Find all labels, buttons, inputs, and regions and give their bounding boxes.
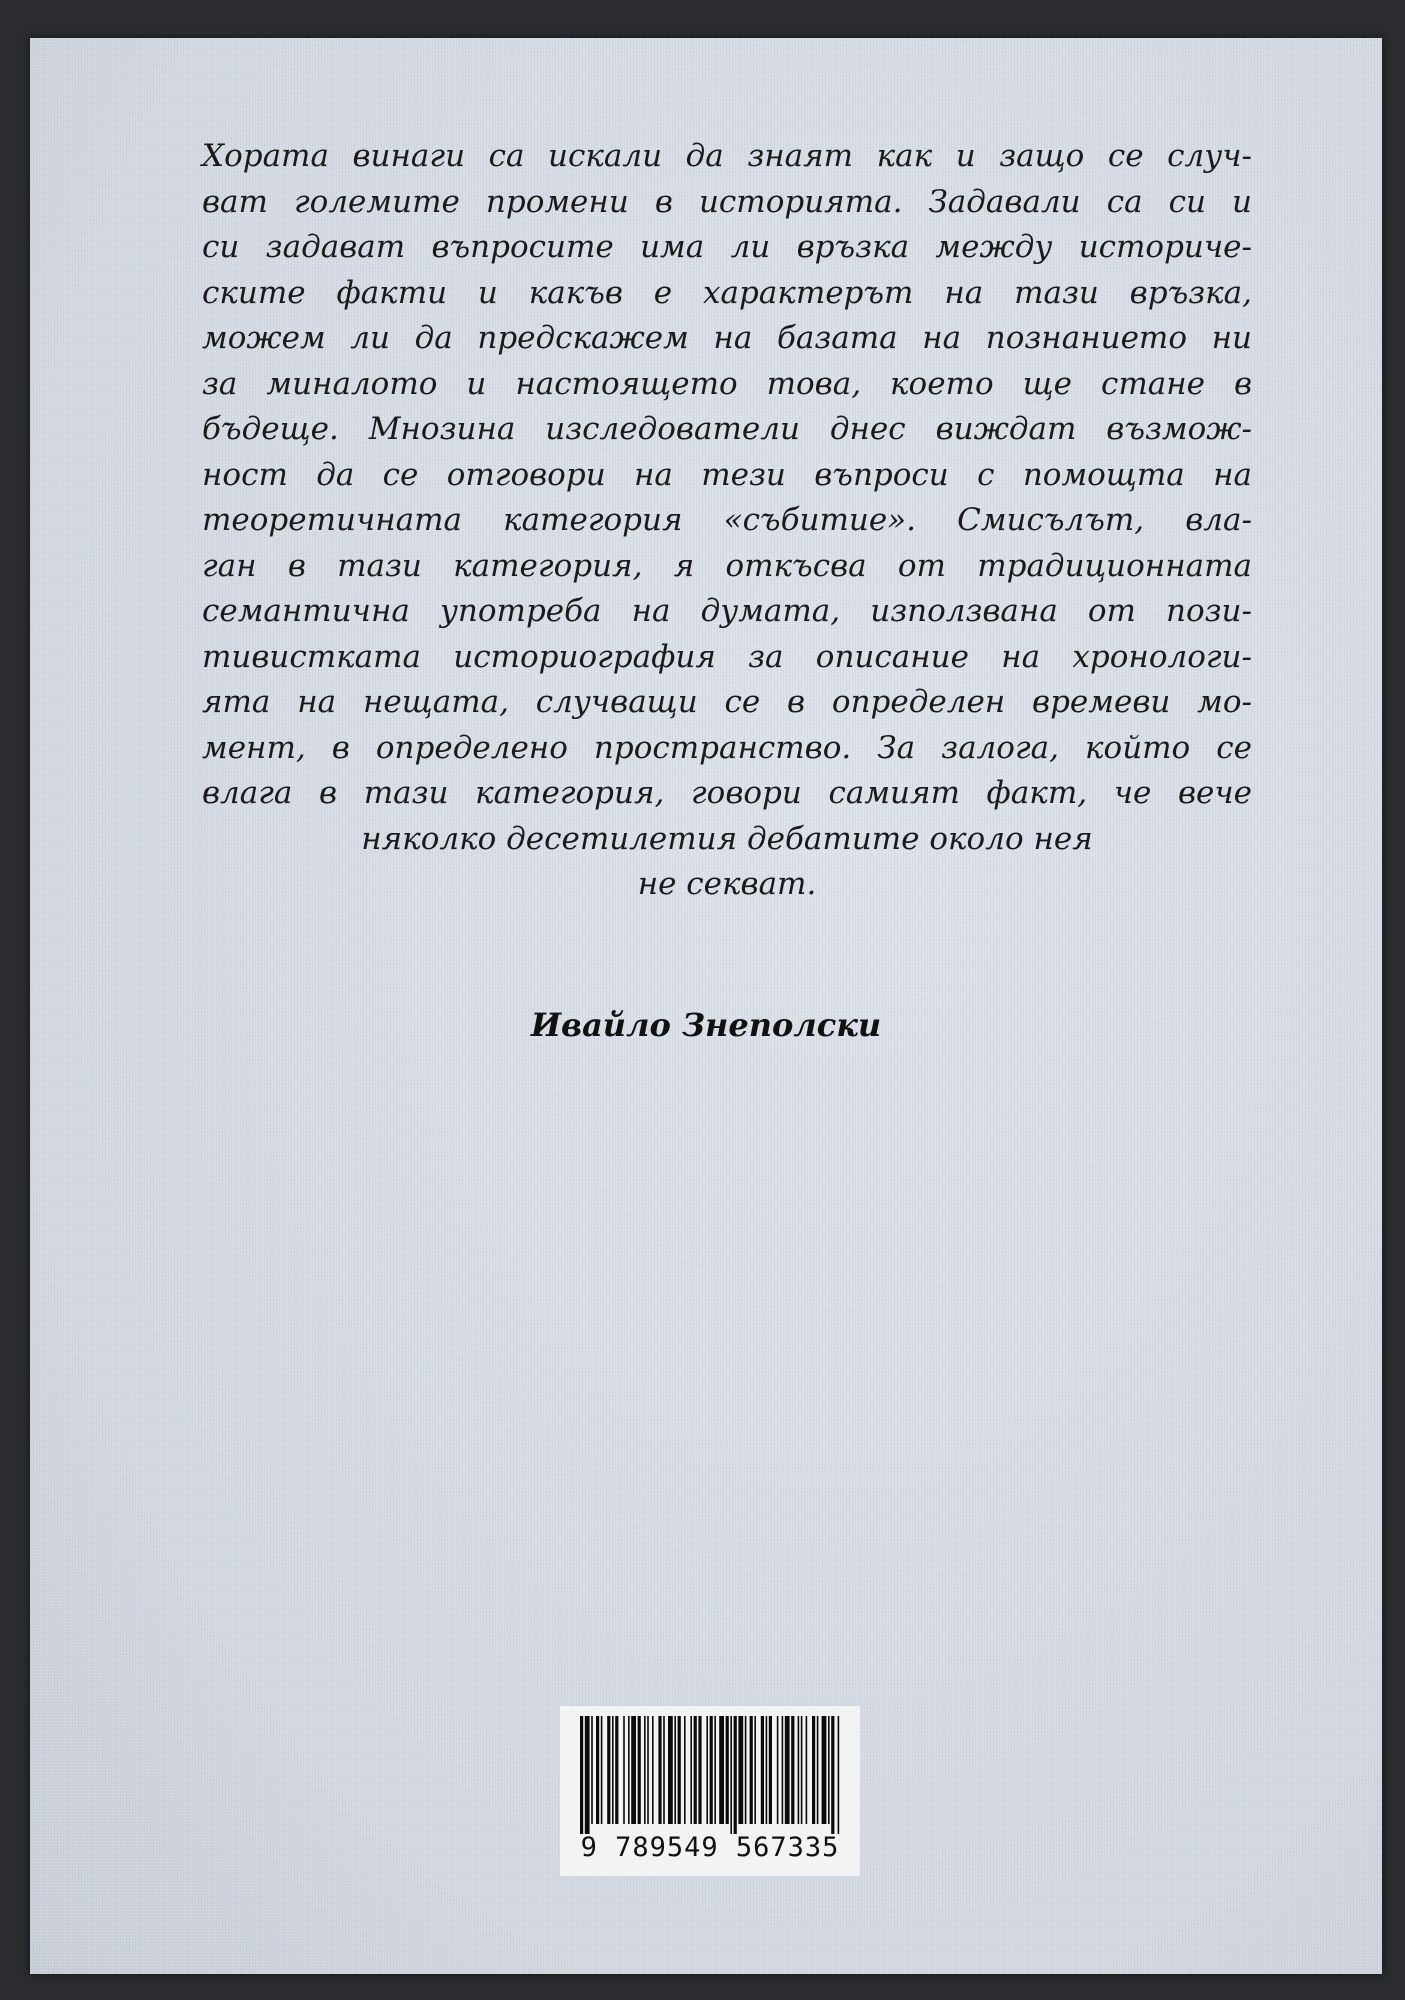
barcode-bar	[628, 1716, 630, 1824]
barcode-bar	[714, 1716, 716, 1824]
barcode-bar	[761, 1716, 764, 1824]
barcode-bar	[734, 1716, 737, 1834]
barcode-bar	[812, 1716, 815, 1824]
barcode-bar	[580, 1716, 583, 1834]
barcode-bar	[638, 1716, 641, 1824]
barcode-bar	[817, 1716, 819, 1824]
barcode-bar	[623, 1716, 625, 1824]
barcode-bar	[822, 1716, 827, 1824]
barcode-bar	[591, 1716, 593, 1824]
barcode-bar	[726, 1716, 729, 1824]
barcode-bar	[754, 1716, 756, 1824]
barcode-bar	[607, 1716, 610, 1824]
blurb-line: Хората винаги са искали да знаят как и защо се случ-	[202, 138, 1252, 174]
barcode-bar	[612, 1716, 614, 1824]
barcode-bar	[644, 1716, 646, 1824]
barcode-bar	[690, 1716, 692, 1824]
barcode-bar	[668, 1716, 673, 1824]
blurb-line: влага в тази категория, говори самият факт, че вече	[202, 775, 1252, 811]
barcode-bar	[694, 1716, 697, 1824]
barcode-bar	[745, 1716, 747, 1824]
blurb-line: ган в тази категория, я откъсва от традиционната	[202, 547, 1252, 584]
barcode-bar	[766, 1716, 768, 1824]
barcode-bar	[769, 1716, 772, 1824]
barcode-bar	[750, 1716, 753, 1824]
barcode-bar	[663, 1716, 665, 1824]
barcode-bar	[738, 1716, 743, 1824]
isbn-number: 9 789549 567335	[580, 1832, 840, 1863]
barcode-bar	[806, 1716, 808, 1824]
barcode-bar	[777, 1716, 779, 1824]
blurb-line: за миналото и настоящето това, което ще стане в	[202, 365, 1252, 402]
author-name: Ивайло Знеполски	[530, 1006, 882, 1044]
barcode-bar	[828, 1716, 830, 1824]
barcode-bar	[791, 1716, 794, 1824]
barcode-bar	[838, 1716, 840, 1834]
blurb-line: бъдеще. Мнозина изследователи днес виждат възмож-	[202, 411, 1252, 447]
barcode-bar	[585, 1716, 590, 1834]
book-back-cover	[30, 38, 1382, 1974]
barcode-bar	[719, 1716, 724, 1824]
blurb-line-last: не секват.	[637, 866, 817, 902]
blurb-text	[202, 134, 1252, 908]
barcode-bar	[706, 1716, 708, 1824]
blurb-line: няколко десетилетия дебатите около нея	[361, 820, 1093, 857]
barcode-bar	[798, 1716, 800, 1824]
blurb-line: ята на нещата, случващи се в определен времеви мо-	[202, 684, 1252, 720]
barcode-bar	[615, 1716, 618, 1824]
barcode-bar	[782, 1716, 784, 1824]
barcode-bar	[631, 1716, 636, 1824]
barcode-bar	[730, 1716, 732, 1834]
barcode-bars	[580, 1716, 840, 1834]
barcode-bar	[596, 1716, 599, 1824]
barcode-bar	[678, 1716, 681, 1824]
blurb-line: семантична употреба на думата, използвана от пози-	[202, 593, 1252, 629]
barcode-bar	[710, 1716, 713, 1824]
barcode-bar	[831, 1716, 834, 1834]
blurb-line: ват големите промени в историята. Задавали са си и	[202, 183, 1252, 220]
blurb-line: можем ли да предскажем на базата на познанието ни	[202, 320, 1252, 356]
blurb-line: ските факти и какъв е характерът на тази връзка,	[202, 274, 1252, 311]
barcode-bar	[658, 1716, 661, 1824]
isbn-barcode	[560, 1706, 860, 1876]
barcode-bar	[698, 1716, 701, 1824]
blurb-line: тивистката историография за описание на хронологи-	[202, 638, 1252, 675]
barcode-bar	[647, 1716, 649, 1824]
barcode-bar	[674, 1716, 676, 1824]
barcode-bar	[601, 1716, 603, 1824]
barcode-bar	[652, 1716, 654, 1824]
blurb-line: си задават въпросите има ли връзка между историче-	[202, 229, 1252, 265]
barcode-bar	[684, 1716, 686, 1824]
barcode-bar	[801, 1716, 803, 1824]
blurb-line: теоретичната категория «събитие». Смисълът, вла-	[202, 502, 1252, 538]
blurb-line: мент, в определено пространство. За залога, който се	[202, 729, 1252, 766]
barcode-bar	[785, 1716, 790, 1824]
blurb-line: ност да се отговори на тези въпроси с помощта на	[202, 456, 1252, 493]
